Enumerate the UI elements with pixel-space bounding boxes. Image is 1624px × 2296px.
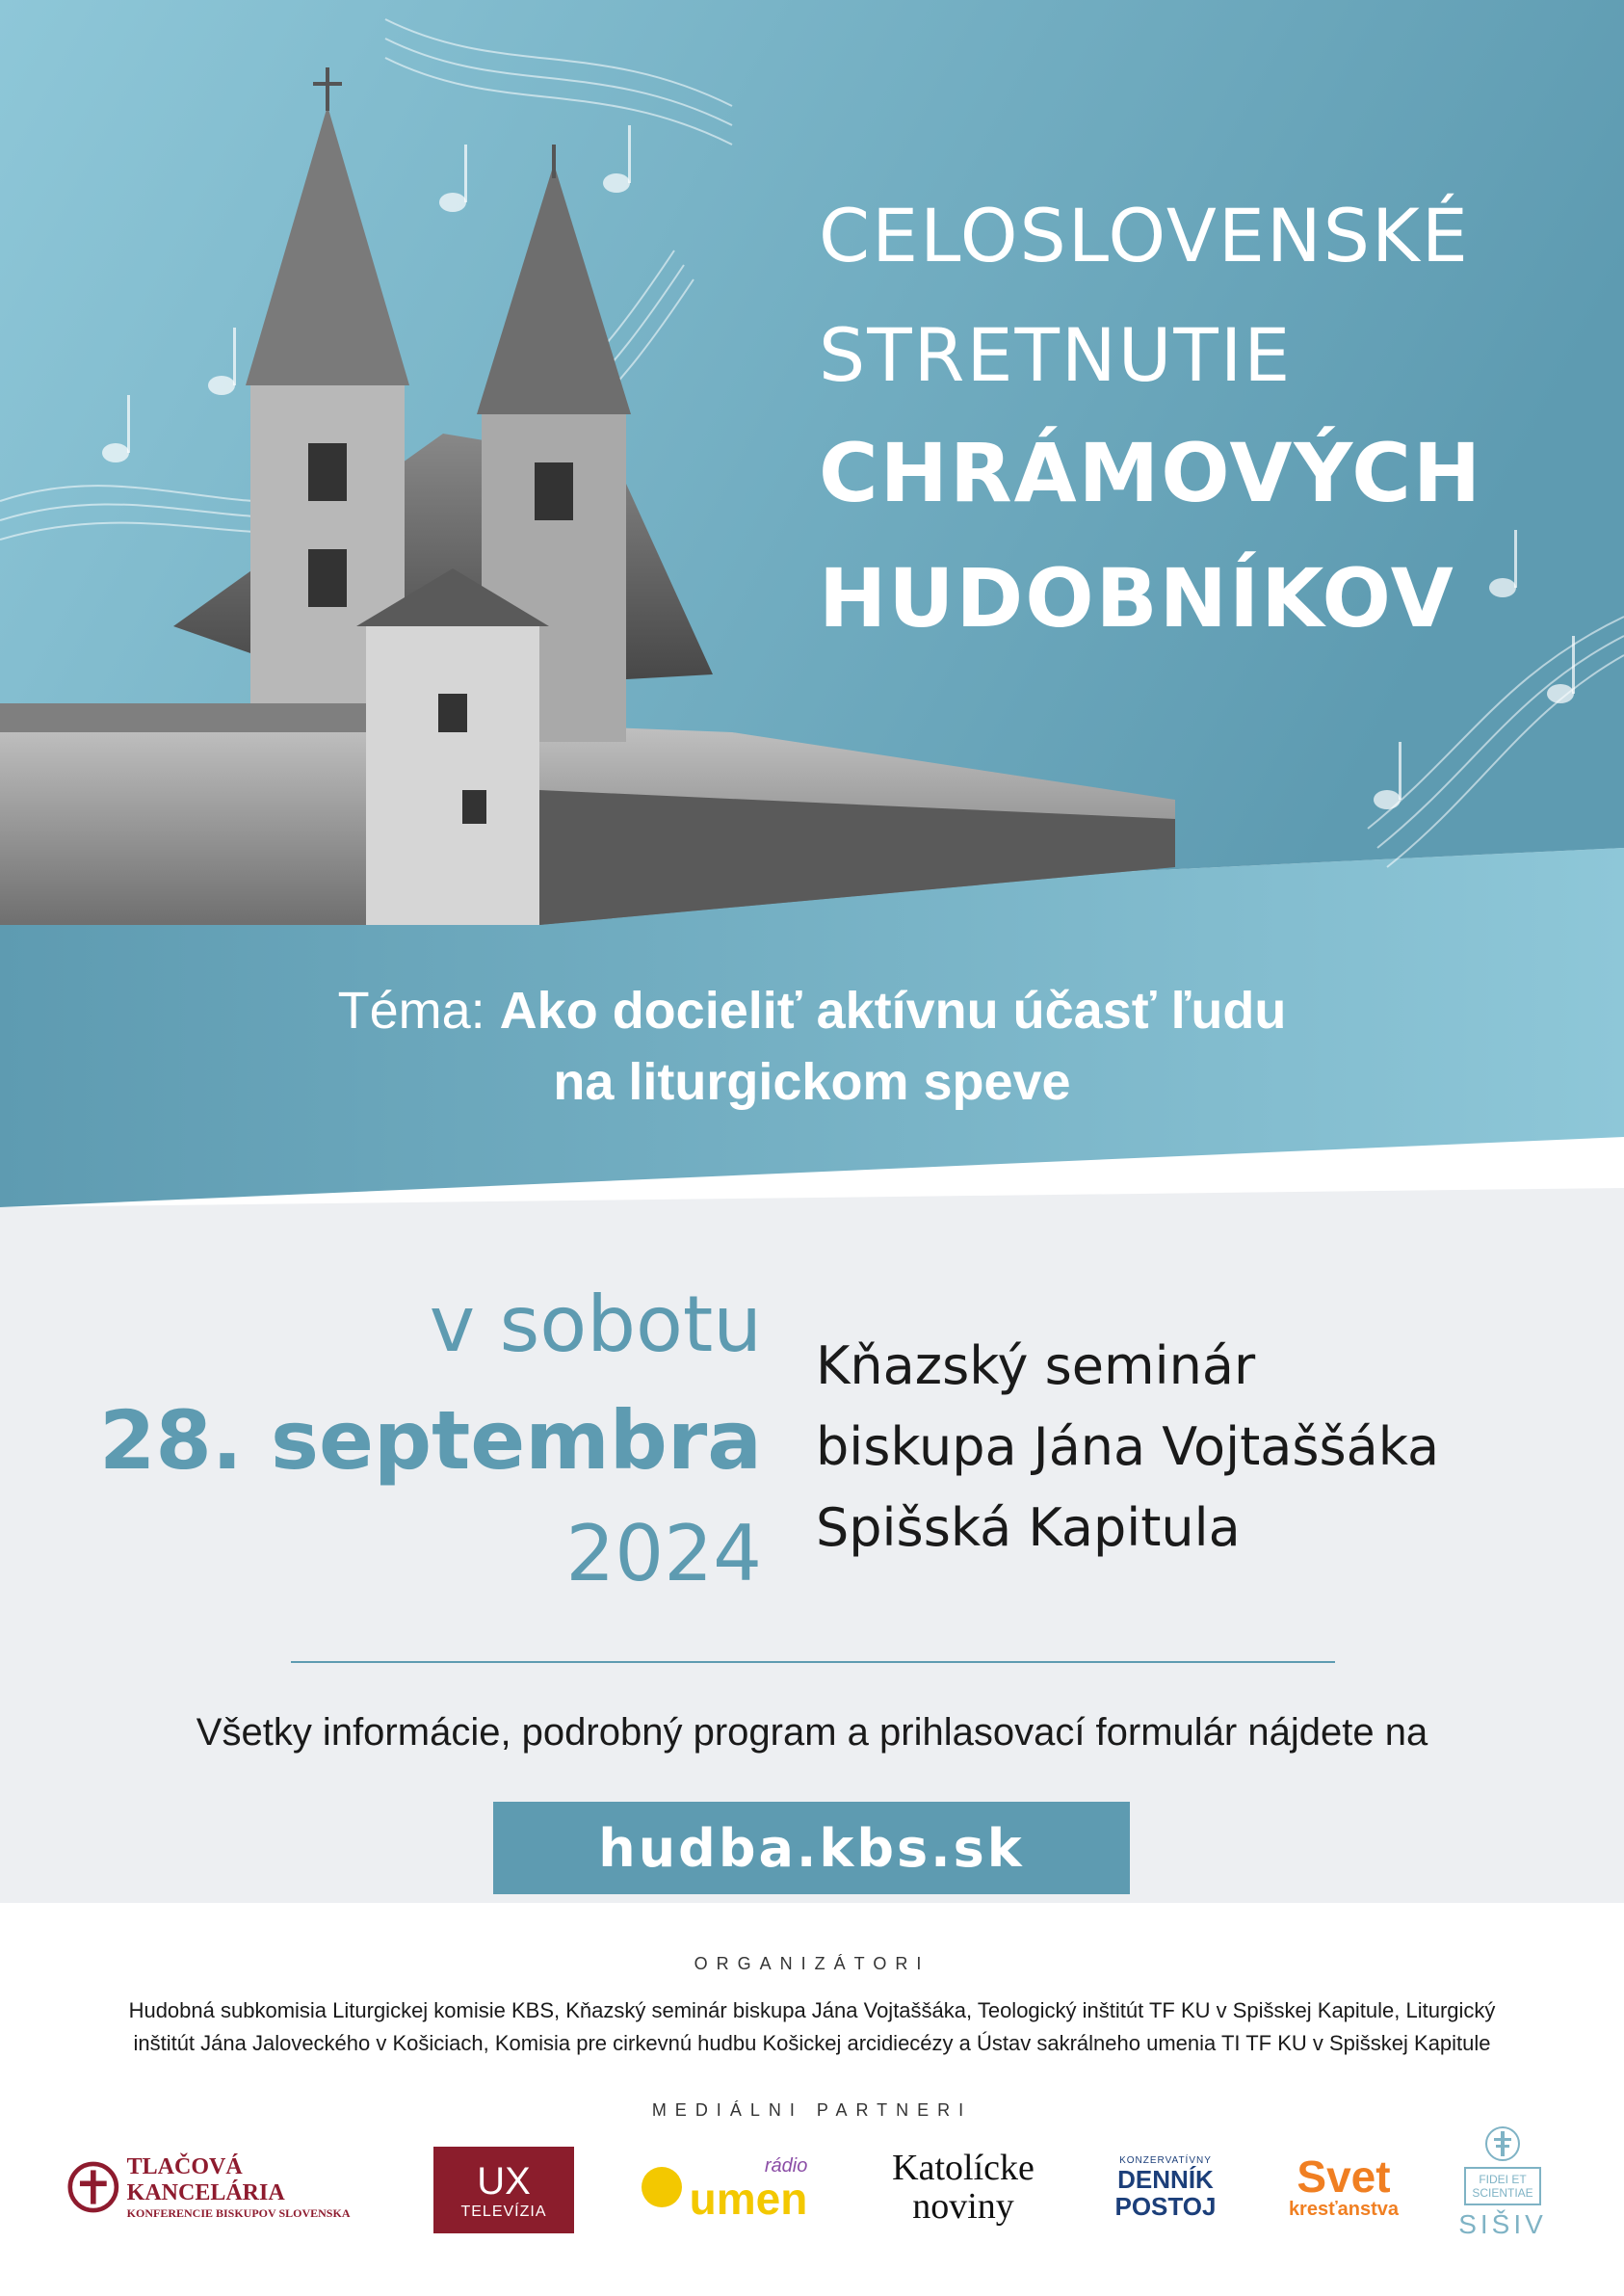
lumen-word: umen [689, 2173, 808, 2224]
organizers-text [53, 1994, 1571, 2060]
organizers-line-1: Hudobná subkomisia Liturgickej komisie KBS, Kňazský seminár biskupa Jána Vojtaššáka, Teologický inštitút TF KU v Spišskej Kapitule, Liturgický [128, 1998, 1496, 2022]
partners-heading: MEDIÁLNI PARTNERI [651, 2100, 973, 2120]
date-date: 28. septembra [98, 1393, 762, 1488]
date-day: v sobotu [429, 1280, 762, 1369]
venue-line-2: biskupa Jána Vojtaššáka [816, 1416, 1440, 1477]
theme-line-2: na liturgickom speve [553, 1053, 1071, 1111]
title-line-1: CELOSLOVENSKÉ [819, 193, 1470, 278]
cross-icon [1483, 2124, 1522, 2163]
katolicke-noviny-logo[interactable] [867, 2139, 1060, 2235]
tk-kbs-logo[interactable] [67, 2139, 385, 2235]
lux-tv-logo[interactable] [433, 2147, 574, 2233]
dennik-postoj-logo[interactable] [1098, 2139, 1233, 2235]
lumen-circle-icon [638, 2163, 686, 2211]
lux-mark: UX [477, 2159, 531, 2203]
info-text: Všetky informácie, podrobný program a prihlasovací formulár nájdete na [196, 1711, 1428, 1754]
tk-kbs-line-2: KONFERENCIE BISKUPOV SLOVENSKA [126, 2205, 351, 2220]
website-link[interactable] [493, 1802, 1130, 1894]
organizers-line-2: inštitút Jána Jaloveckého v Košiciach, Komisia pre cirkevnú hudbu Košickej arcidiecézy a Ústav sakrálneho umenia TI TF KU v Spišskej Kapitule [133, 2031, 1491, 2055]
svet-line-2: kresťanstva [1288, 2198, 1400, 2220]
dennik-line-1: DENNÍK [1117, 2164, 1214, 2194]
sisiv-line-1: FIDEI ET [1479, 2173, 1527, 2186]
radio-lumen-logo[interactable] [621, 2139, 824, 2235]
sisiv-label: SIŠIV [1458, 2209, 1547, 2239]
divider [291, 1661, 1335, 1663]
organizers-heading: ORGANIZÁTORI [694, 1954, 930, 1973]
lux-label: TELEVÍZIA [460, 2203, 547, 2220]
katolicke-line-2: noviny [912, 2186, 1014, 2227]
sisiv-logo[interactable] [1445, 2110, 1560, 2255]
theme-prefix: Téma: [337, 982, 485, 1040]
theme-line-1 [0, 981, 1624, 1041]
tk-kbs-line-1: TLAČOVÁ KANCELÁRIA [126, 2153, 285, 2205]
sisiv-line-2: SCIENTIAE [1472, 2186, 1533, 2200]
website-url[interactable]: hudba.kbs.sk [598, 1817, 1025, 1879]
title-line-3: CHRÁMOVÝCH [819, 426, 1483, 520]
gray-band [0, 1188, 1624, 1903]
title-line-4: HUDOBNÍKOV [819, 551, 1455, 646]
svet-line-1: Svet [1297, 2151, 1391, 2202]
title-line-2: STRETNUTIE [819, 312, 1293, 398]
katolicke-line-1: Katolícke [892, 2148, 1035, 2188]
venue-line-3: Spišská Kapitula [816, 1497, 1241, 1558]
date-year: 2024 [565, 1509, 762, 1598]
dennik-small: KONZERVATÍVNY [1119, 2154, 1212, 2166]
svet-krestanstva-logo[interactable] [1271, 2139, 1416, 2235]
dennik-line-2: POSTOJ [1114, 2191, 1217, 2221]
tk-kbs-emblem-icon [67, 2159, 119, 2215]
venue-line-1: Kňazský seminár [816, 1335, 1256, 1396]
lumen-small: rádio [764, 2154, 808, 2177]
theme-text-1: Ako docieliť aktívnu účasť ľudu [499, 982, 1287, 1040]
